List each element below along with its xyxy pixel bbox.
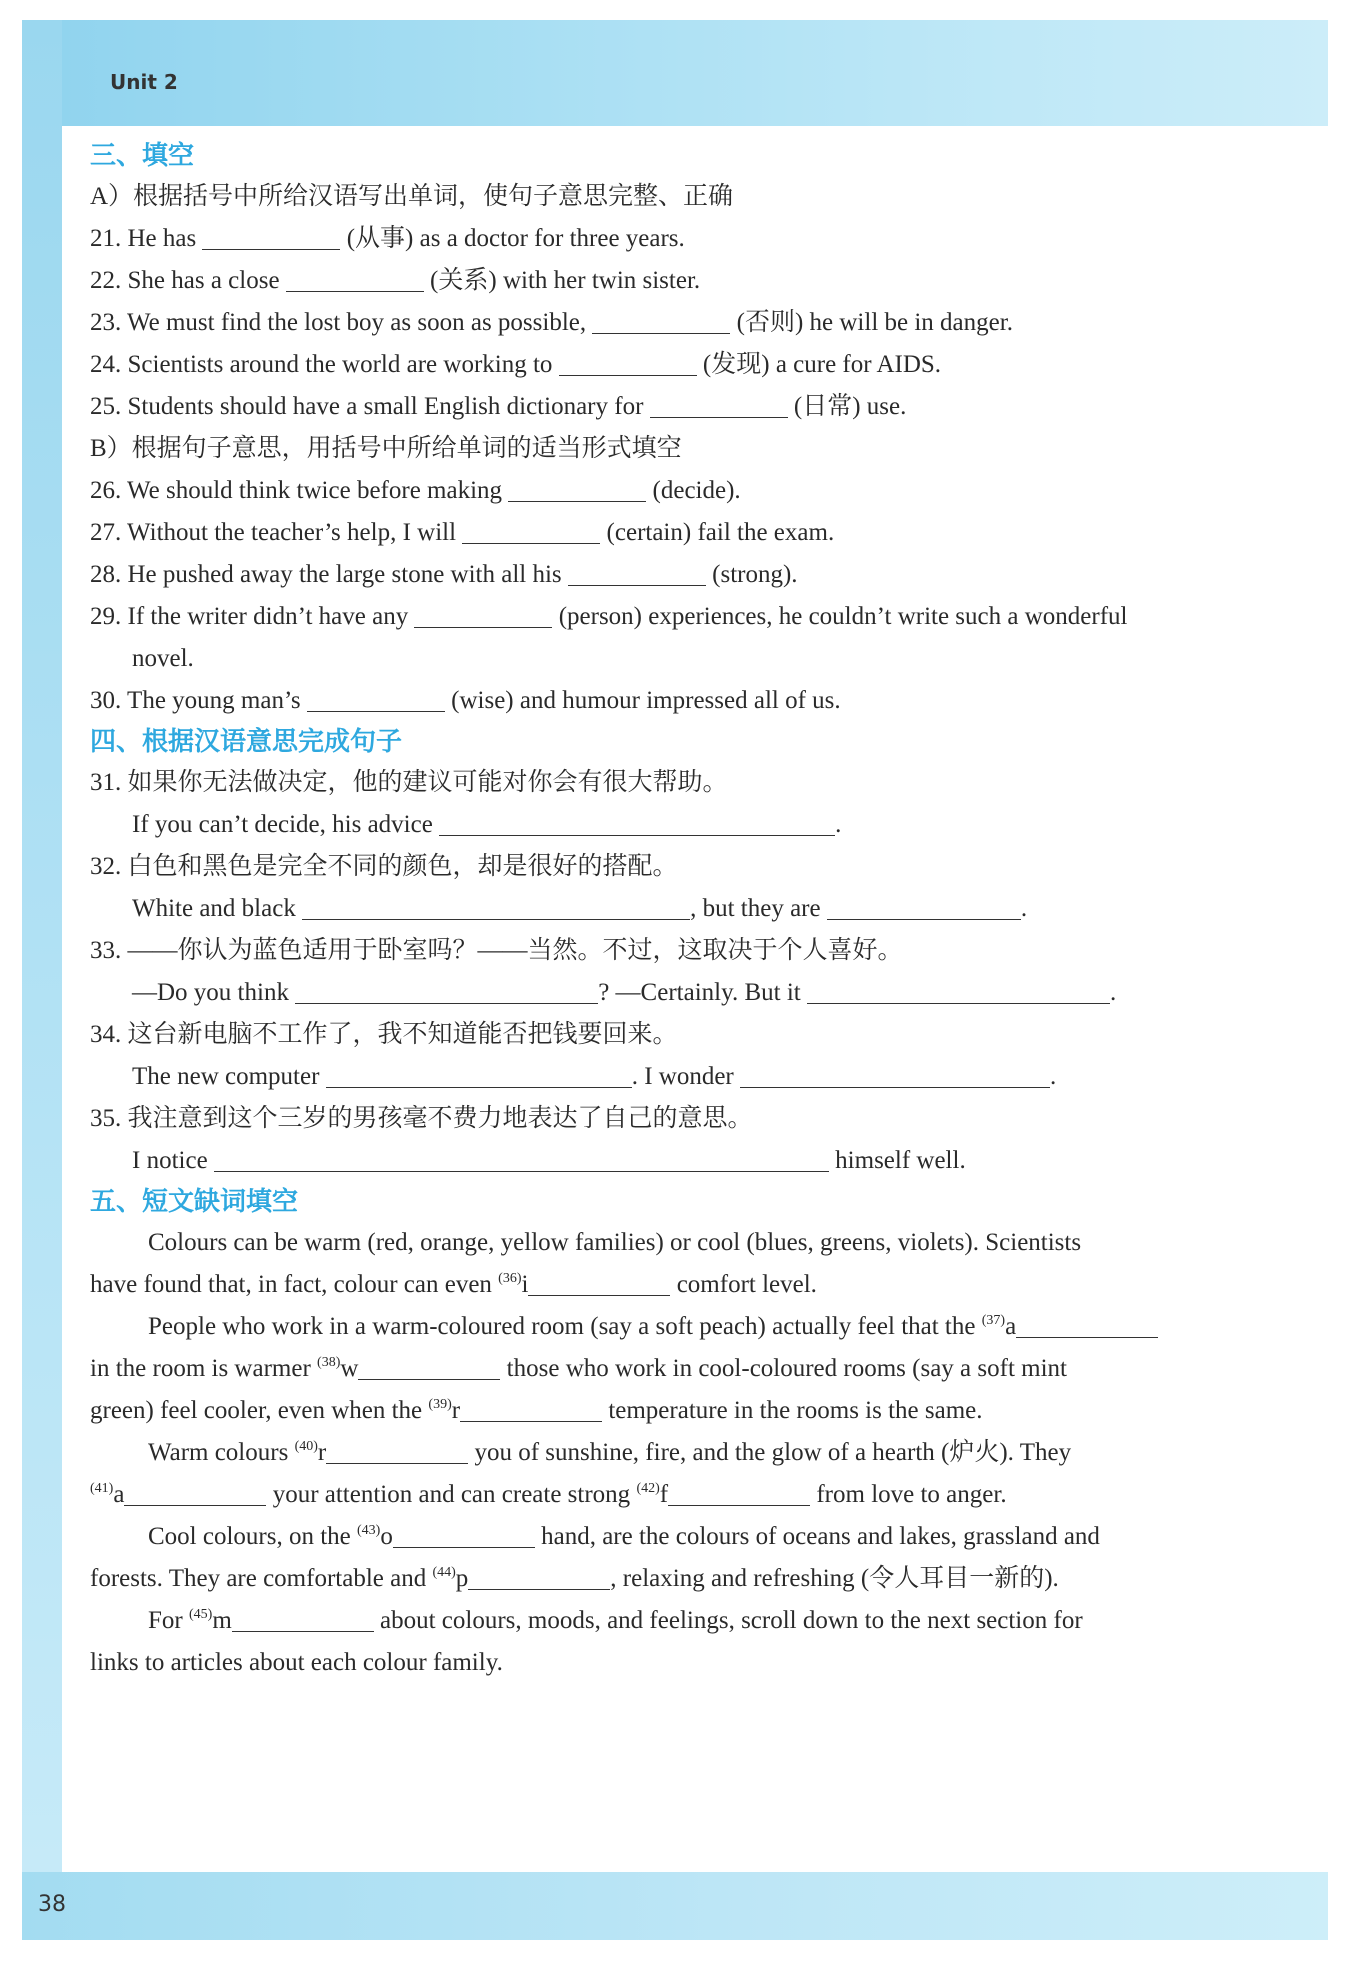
answer-blank[interactable] xyxy=(462,517,600,544)
answer-blank[interactable] xyxy=(302,893,690,920)
answer-blank[interactable] xyxy=(393,1521,535,1548)
unit-label: Unit 2 xyxy=(110,70,178,94)
section-3-title: 三、填空 xyxy=(90,141,195,171)
answer-blank[interactable] xyxy=(460,1395,602,1422)
blank-number: (37) xyxy=(981,1313,1006,1328)
answer-blank[interactable] xyxy=(307,685,445,712)
answer-blank[interactable] xyxy=(295,977,598,1004)
passage-line: $^{(41)}$a your attention and can create strong $^{(42)}$f from love to anger. xyxy=(90,1481,1007,1508)
answer-blank[interactable] xyxy=(358,1353,500,1380)
question-32-english: White and black , but they are . xyxy=(132,895,1028,922)
question-25: 25. Students should have a small English dictionary for (日常) use. xyxy=(90,393,907,420)
passage-line: in the room is warmer $^{(38)}$w those who work in cool-coloured rooms (say a soft mint xyxy=(90,1355,1067,1382)
question-31-chinese: 31. 如果你无法做决定，他的建议可能对你会有很大帮助。 xyxy=(90,769,728,796)
answer-blank[interactable] xyxy=(592,307,730,334)
section-5-title: 五、短文缺词填空 xyxy=(90,1187,299,1217)
blank-number: (36) xyxy=(498,1271,522,1286)
question-29-continued: novel. xyxy=(132,645,194,672)
left-band xyxy=(22,20,62,1872)
blank-number: (45) xyxy=(188,1607,213,1622)
question-26: 26. We should think twice before making (decide). xyxy=(90,477,741,504)
blank-number: (43) xyxy=(357,1523,381,1538)
answer-blank[interactable] xyxy=(827,893,1021,920)
passage-line: green) feel cooler, even when the $^{(39)}$r temperature in the rooms is the same. xyxy=(90,1397,983,1424)
answer-blank[interactable] xyxy=(559,349,697,376)
question-27: 27. Without the teacher’s help, I will (certain) fail the exam. xyxy=(90,519,835,546)
blank-number: (42) xyxy=(636,1481,660,1496)
question-31-english: If you can’t decide, his advice . xyxy=(132,811,842,838)
part-b-instruction: B）根据句子意思，用括号中所给单词的适当形式填空 xyxy=(90,435,682,462)
answer-blank[interactable] xyxy=(528,1269,670,1296)
question-29: 29. If the writer didn’t have any (person) experiences, he couldn’t write such a wonderful xyxy=(90,603,1128,630)
footer-band xyxy=(22,1872,1328,1940)
question-23: 23. We must find the lost boy as soon as possible, (否则) he will be in danger. xyxy=(90,309,1013,336)
question-24: 24. Scientists around the world are working to (发现) a cure for AIDS. xyxy=(90,351,942,378)
blank-number: (41) xyxy=(90,1481,114,1496)
passage-line: Colours can be warm (red, orange, yellow families) or cool (blues, greens, violets). Scientists xyxy=(148,1229,1082,1256)
answer-blank[interactable] xyxy=(740,1061,1050,1088)
question-32-chinese: 32. 白色和黑色是完全不同的颜色，却是很好的搭配。 xyxy=(90,853,678,880)
answer-blank[interactable] xyxy=(508,475,646,502)
answer-blank[interactable] xyxy=(568,559,706,586)
answer-blank[interactable] xyxy=(468,1563,610,1590)
answer-blank[interactable] xyxy=(124,1479,266,1506)
question-35-chinese: 35. 我注意到这个三岁的男孩毫不费力地表达了自己的意思。 xyxy=(90,1105,753,1132)
section-4-title: 四、根据汉语意思完成句子 xyxy=(90,727,403,757)
answer-blank[interactable] xyxy=(326,1437,468,1464)
passage-line: have found that, in fact, colour can even $^{(36)}$i comfort level. xyxy=(90,1271,817,1298)
passage-line: links to articles about each colour family. xyxy=(90,1649,503,1676)
answer-blank[interactable] xyxy=(326,1061,632,1088)
passage-line: People who work in a warm-coloured room (say a soft peach) actually feel that the $^{(37)}$a xyxy=(90,1306,1230,1348)
question-21: 21. He has (从事) as a doctor for three years. xyxy=(90,225,685,252)
part-a-instruction: A）根据括号中所给汉语写出单词，使句子意思完整、正确 xyxy=(90,183,734,210)
answer-blank[interactable] xyxy=(414,601,552,628)
question-33-chinese: 33. ——你认为蓝色适用于卧室吗？——当然。不过，这取决于个人喜好。 xyxy=(90,937,903,964)
blank-number: (38) xyxy=(317,1355,341,1370)
answer-blank[interactable] xyxy=(807,977,1110,1004)
answer-blank[interactable] xyxy=(650,391,788,418)
blank-number: (39) xyxy=(428,1397,452,1412)
question-33-english: —Do you think ? —Certainly. But it . xyxy=(132,979,1117,1006)
question-34-chinese: 34. 这台新电脑不工作了，我不知道能否把钱要回来。 xyxy=(90,1021,678,1048)
page-number: 38 xyxy=(38,1892,66,1917)
answer-blank[interactable] xyxy=(202,223,340,250)
header-band xyxy=(22,20,1328,126)
passage-line: For $^{(45)}$m about colours, moods, and feelings, scroll down to the next section for xyxy=(148,1607,1083,1634)
question-34-english: The new computer . I wonder . xyxy=(132,1063,1057,1090)
exercise-content xyxy=(90,136,1230,1684)
answer-blank[interactable] xyxy=(286,265,424,292)
question-28: 28. He pushed away the large stone with all his (strong). xyxy=(90,561,798,588)
answer-blank[interactable] xyxy=(214,1145,829,1172)
answer-blank[interactable] xyxy=(439,809,835,836)
passage-line: Warm colours $^{(40)}$r you of sunshine, fire, and the glow of a hearth (炉火). They xyxy=(148,1439,1072,1466)
answer-blank[interactable] xyxy=(1016,1311,1158,1338)
passage-line: Cool colours, on the $^{(43)}$o hand, are the colours of oceans and lakes, grassland and xyxy=(148,1523,1100,1550)
blank-number: (44) xyxy=(432,1565,456,1580)
question-22: 22. She has a close (关系) with her twin sister. xyxy=(90,267,701,294)
question-35-english: I notice himself well. xyxy=(132,1147,966,1174)
answer-blank[interactable] xyxy=(668,1479,810,1506)
question-30: 30. The young man’s (wise) and humour impressed all of us. xyxy=(90,687,841,714)
blank-number: (40) xyxy=(294,1439,318,1454)
answer-blank[interactable] xyxy=(232,1605,374,1632)
passage-line: forests. They are comfortable and $^{(44)}$p , relaxing and refreshing (令人耳目一新的). xyxy=(90,1565,1059,1592)
